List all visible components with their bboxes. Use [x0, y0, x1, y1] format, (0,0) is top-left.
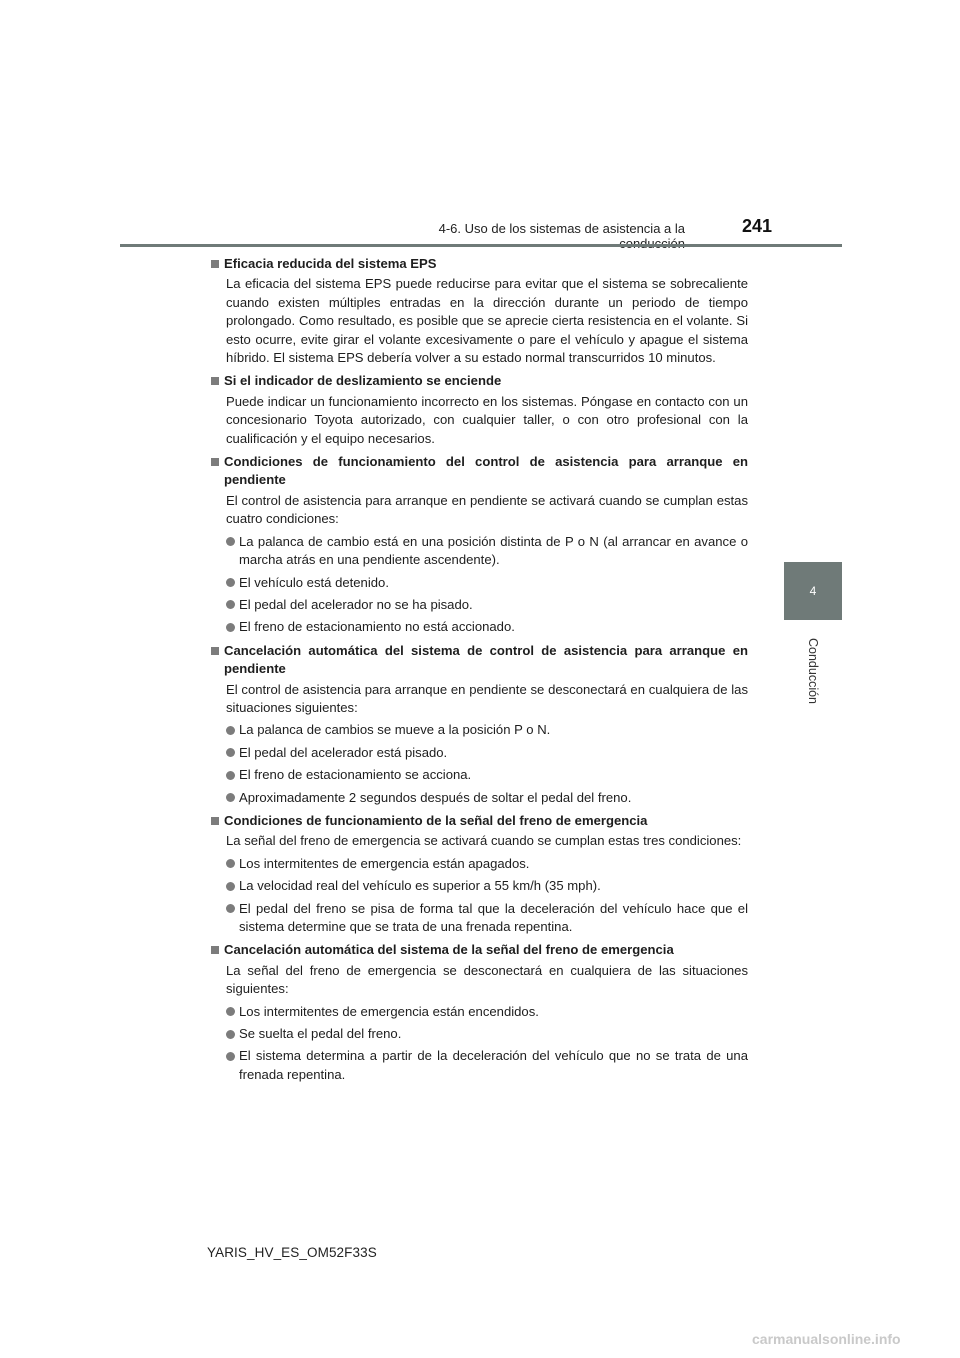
- square-bullet-icon: [211, 260, 219, 268]
- list-item-text: El freno de estacionamiento no está accionado.: [239, 619, 515, 635]
- chapter-tab[interactable]: [784, 562, 842, 620]
- section-heading-text: Condiciones de funcionamiento de la señal del freno de emergencia: [224, 812, 648, 828]
- circle-bullet-icon: [226, 904, 235, 913]
- header-divider: [120, 244, 842, 247]
- list-item: [226, 574, 748, 592]
- list-item-text: El vehículo está detenido.: [239, 574, 389, 590]
- list-item: [226, 596, 748, 614]
- list-item-text: Los intermitentes de emergencia están apagados.: [239, 855, 530, 871]
- document-code: YARIS_HV_ES_OM52F33S: [207, 1245, 377, 1260]
- section-paragraph: Puede indicar un funcionamiento incorrecto en los sistemas. Póngase en contacto con un concesionario Toyota autorizado, con cualquier taller, o con otro profesional con la cualificación y el equipo necesarios.: [226, 393, 748, 446]
- section: [211, 255, 748, 367]
- section-heading-text: Cancelación automática del sistema de control de asistencia para arranque en pendiente: [224, 642, 748, 677]
- list-item-text: El pedal del freno se pisa de forma tal que la deceleración del vehículo hace que el sistema determine que se trata de una frenada repentina.: [239, 900, 748, 934]
- list-item: [226, 877, 748, 895]
- list-item-text: Se suelta el pedal del freno.: [239, 1026, 402, 1042]
- header-section-title: 4-6. Uso de los sistemas de asistencia a la: [438, 221, 685, 236]
- list-item-text: La velocidad real del vehículo es superior a 55 km/h (35 mph).: [239, 878, 601, 894]
- section-heading-text: Cancelación automática del sistema de la señal del freno de emergencia: [224, 942, 674, 958]
- list-item-text: La palanca de cambio está en una posición distinta de P o N (al arrancar en avance o marcha atrás en una pendiente ascendente).: [239, 533, 748, 568]
- main-content: [211, 255, 748, 1089]
- watermark: carmanualsonline.info: [752, 1331, 901, 1347]
- circle-bullet-icon: [226, 578, 235, 587]
- list-item-text: Los intermitentes de emergencia están encendidos.: [239, 1003, 539, 1019]
- chapter-tab-number: 4: [809, 584, 817, 598]
- list-item: [226, 1025, 748, 1043]
- section: [211, 453, 748, 637]
- section-heading-text: Condiciones de funcionamiento del control de asistencia para arranque en pendiente: [224, 454, 748, 488]
- circle-bullet-icon: [226, 771, 235, 780]
- circle-bullet-icon: [226, 1030, 235, 1039]
- square-bullet-icon: [211, 946, 219, 954]
- list-item: [226, 789, 748, 807]
- circle-bullet-icon: [226, 1007, 235, 1016]
- section-heading-text: Eficacia reducida del sistema EPS: [224, 256, 437, 271]
- list-item-text: La palanca de cambios se mueve a la posición P o N.: [239, 722, 551, 738]
- circle-bullet-icon: [226, 793, 235, 802]
- section-paragraph: La señal del freno de emergencia se activará cuando se cumplan estas tres condiciones:: [226, 833, 742, 849]
- square-bullet-icon: [211, 377, 219, 385]
- square-bullet-icon: [211, 458, 219, 466]
- page-number: 241: [742, 216, 773, 236]
- list-item: [226, 900, 748, 937]
- list-item-text: El sistema determina a partir de la deceleración del vehículo que no se trata de una frenada repentina.: [239, 1048, 748, 1082]
- list-item-text: El pedal del acelerador no se ha pisado.: [239, 596, 473, 612]
- list-item: [226, 855, 748, 873]
- circle-bullet-icon: [226, 726, 235, 735]
- square-bullet-icon: [211, 817, 219, 825]
- section-heading: [211, 453, 748, 490]
- list-item-text: Aproximadamente 2 segundos después de soltar el pedal del freno.: [239, 789, 632, 805]
- section-heading-text: Si el indicador de deslizamiento se enciende: [224, 373, 502, 389]
- list-item: [226, 721, 748, 739]
- circle-bullet-icon: [226, 623, 235, 632]
- section-heading: [211, 642, 748, 679]
- section-heading: [211, 812, 748, 830]
- section-heading: [211, 372, 748, 390]
- list-item: [226, 1047, 748, 1084]
- circle-bullet-icon: [226, 1052, 235, 1061]
- circle-bullet-icon: [226, 882, 235, 891]
- list-item-text: El pedal del acelerador está pisado.: [239, 744, 448, 760]
- section: [211, 642, 748, 807]
- chapter-tab-label: [764, 622, 862, 720]
- section: [211, 941, 748, 1084]
- section-heading: [211, 255, 748, 273]
- circle-bullet-icon: [226, 859, 235, 868]
- list-item: [226, 618, 748, 636]
- section-paragraph: La señal del freno de emergencia se desconectará en cualquiera de las situaciones siguientes:: [226, 962, 748, 997]
- circle-bullet-icon: [226, 748, 235, 757]
- section-paragraph: El control de asistencia para arranque en pendiente se activará cuando se cumplan estas cuatro condiciones:: [226, 492, 748, 527]
- list-item: [226, 766, 748, 784]
- section: [211, 812, 748, 936]
- section-paragraph: El control de asistencia para arranque en pendiente se desconectará en cualquiera de las situaciones siguientes:: [226, 681, 748, 715]
- section-heading: [211, 941, 748, 959]
- list-item: [226, 1003, 748, 1021]
- square-bullet-icon: [211, 647, 219, 655]
- circle-bullet-icon: [226, 537, 235, 546]
- chapter-label-text: Conducción: [805, 637, 820, 705]
- section-paragraph: La eficacia del sistema EPS puede reducirse para evitar que el sistema se sobrecaliente cuando existen múltiples entradas en la dirección durante un periodo de tiempo prolongado. Como resultado, es posible que se aprecie cierta resistencia en el volante. Si esto ocurre, evite girar el volante excesivamente o pare el vehículo y apague el sistema híbrido. El sistema EPS debería volver a su estado normal transcurridos 10 minutos.: [226, 276, 748, 366]
- list-item-text: El freno de estacionamiento se acciona.: [239, 767, 472, 783]
- list-item: [226, 533, 748, 570]
- list-item: [226, 744, 748, 762]
- circle-bullet-icon: [226, 600, 235, 609]
- section: [211, 372, 748, 448]
